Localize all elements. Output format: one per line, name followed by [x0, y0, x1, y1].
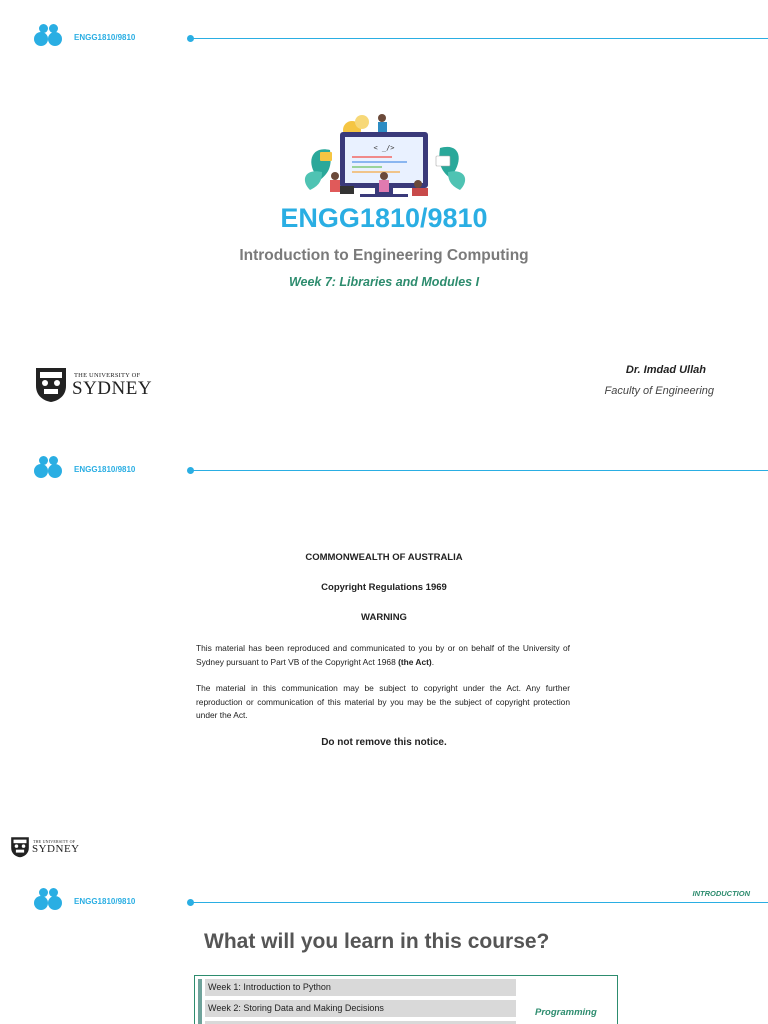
university-crest-icon: [34, 366, 68, 403]
header-line: [190, 38, 768, 39]
university-logo-small: [10, 836, 90, 860]
svg-text:< _/>: < _/>: [373, 144, 395, 152]
course-logo: [34, 24, 64, 50]
do-not-remove-notice: Do not remove this notice.: [321, 737, 447, 748]
week-title: Week 7: Libraries and Modules I: [288, 275, 480, 289]
university-crest-icon: [10, 836, 30, 858]
header-course-code: ENGG1810/9810: [74, 465, 136, 474]
weeks-table: [194, 975, 618, 1024]
university-big-text: SYDNEY: [32, 843, 80, 855]
copyright-paragraph-1: This material has been reproduced and communicated to you by or on behalf of the University of Sydney pursuant to Part VB of the Copyright Act 1968 (the Act).: [196, 643, 570, 667]
header-course-code: ENGG1810/9810: [74, 897, 136, 906]
course-logo: [34, 456, 64, 482]
week-row: Week 2: Storing Data and Making Decisions: [205, 1000, 516, 1017]
header-course-code: ENGG1810/9810: [74, 33, 136, 42]
coding-illustration: [300, 110, 470, 206]
copyright-slide: [0, 432, 768, 864]
university-logo: [34, 366, 164, 404]
copyright-paragraph-2: The material in this communication may be subject to copyright under the Act. Any further reproduction or communication of this material by you may be the subject of copyright protection under the Act.: [196, 683, 570, 720]
course-title: ENGG1810/9810: [280, 203, 488, 233]
university-big-text: SYDNEY: [72, 378, 153, 399]
course-logo: [34, 888, 64, 914]
weeks-side-bar: [198, 979, 202, 1024]
section-label: INTRODUCTION: [692, 889, 750, 898]
programming-label: Programming: [535, 1007, 597, 1018]
copyright-heading: COMMONWEALTH OF AUSTRALIA: [305, 552, 463, 563]
university-small-text: THE UNIVERSITY OF: [74, 372, 141, 379]
header-line: [190, 902, 768, 903]
copyright-regulations: Copyright Regulations 1969: [321, 582, 447, 593]
warning-heading: WARNING: [361, 612, 407, 623]
title-slide: [0, 0, 768, 432]
week-row: Week 1: Introduction to Python: [205, 979, 516, 996]
course-overview-slide: [0, 864, 768, 1024]
course-subtitle: Introduction to Engineering Computing: [239, 247, 529, 264]
header-line: [190, 470, 768, 471]
author-name: Dr. Imdad Ullah: [625, 364, 706, 376]
slide-title: What will you learn in this course?: [204, 930, 550, 953]
university-small-text: THE UNIVERSITY OF: [33, 839, 76, 844]
faculty-name: Faculty of Engineering: [604, 385, 714, 397]
